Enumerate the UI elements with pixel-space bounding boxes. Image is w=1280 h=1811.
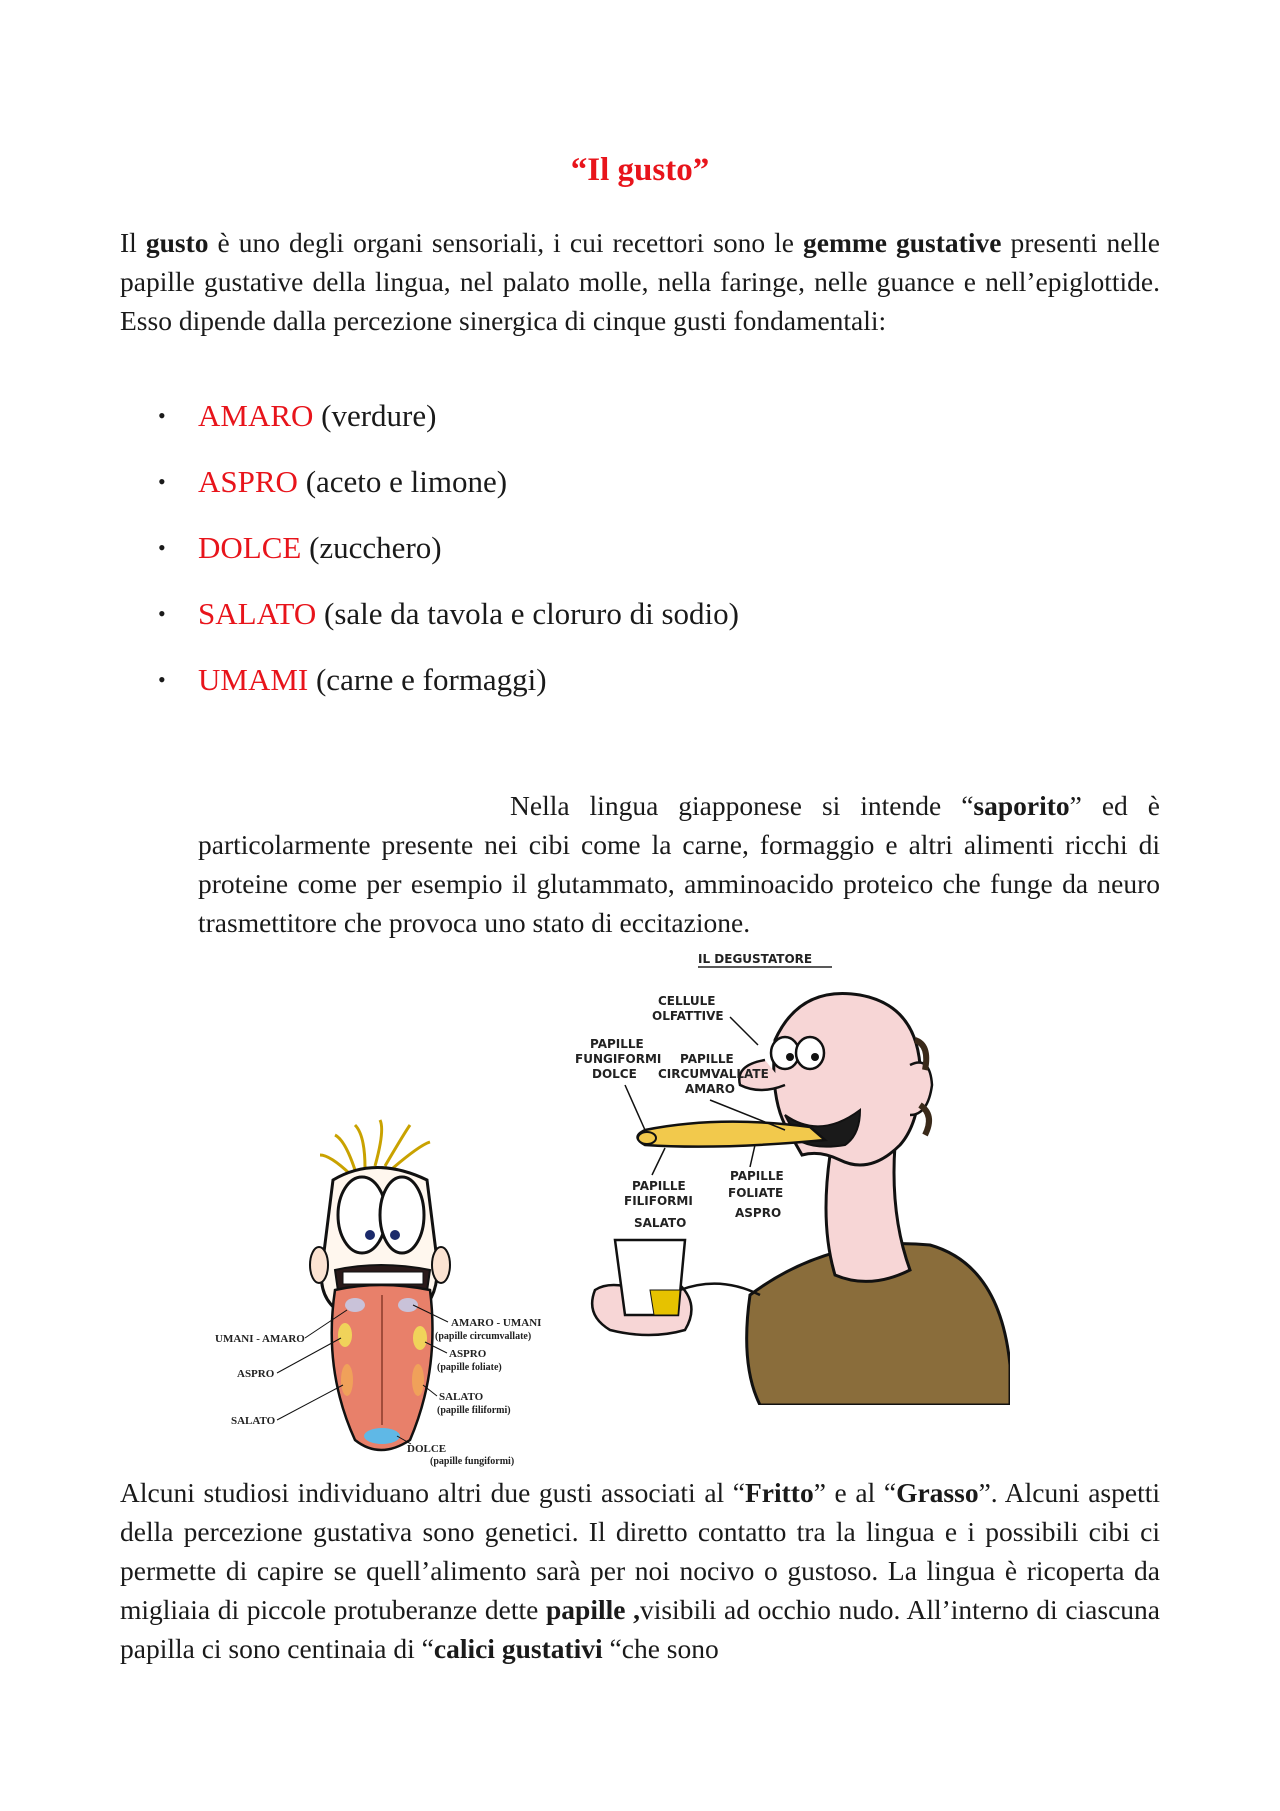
zone-sour-right (413, 1326, 427, 1350)
right-pupil (811, 1053, 819, 1061)
zone-salty-left (341, 1364, 353, 1396)
label-filiformi: FILIFORMI (624, 1194, 693, 1208)
right-pupil (390, 1230, 400, 1240)
label-cellule: CELLULE (658, 994, 716, 1008)
label-amaro-umani: AMARO - UMANI (451, 1317, 542, 1329)
zone-bitter-right (398, 1298, 418, 1312)
bullet-icon: • (158, 403, 166, 428)
label-circumvallate: (papille circumvallate) (435, 1331, 532, 1342)
right-eye (380, 1177, 424, 1253)
label-foliate: (papille foliate) (437, 1362, 502, 1373)
zone-bitter-left (345, 1298, 365, 1312)
zone-sour-left (338, 1323, 352, 1347)
umami-paragraph: Nella lingua giapponese si intende “saporito” ed è particolarmente presente nei cibi come la carne, formaggio e altri alimenti ricchi di proteine come per esempio il glutammato, amminoacido proteico che funge da neuro trasmettitore che provoca uno stato di eccitazione. (198, 790, 1160, 938)
tongue-diagram (215, 1110, 575, 1470)
arm-shape (680, 1284, 760, 1295)
glass-liquid (650, 1290, 680, 1315)
left-pupil (786, 1053, 794, 1061)
right-eye (796, 1037, 824, 1069)
list-item: • UMAMI (carne e formaggi) (120, 658, 1160, 724)
left-ear (310, 1247, 328, 1283)
label-circumvallate-papille: PAPILLE (680, 1052, 734, 1066)
taster-title: IL DEGUSTATORE (698, 952, 813, 966)
label-circumvallate: CIRCUMVALLATE (658, 1067, 769, 1081)
bullet-icon: • (158, 535, 166, 560)
label-dolce: DOLCE (407, 1443, 447, 1455)
label-filiformi-papille: PAPILLE (632, 1179, 686, 1193)
intro-paragraph: Il gusto è uno degli organi sensoriali, i cui recettori sono le gemme gustative presenti nelle papille gustative della lingua, nel palato molle, nella faringe, nelle guance e nell’epiglottide. Esso dipende dalla percezione sinergica di cinque gusti fondamentali: (120, 227, 1160, 336)
label-fungiformi-papille: PAPILLE (590, 1037, 644, 1051)
bullet-icon: • (158, 601, 166, 626)
right-ear (432, 1247, 450, 1283)
label-salato-left: SALATO (231, 1415, 276, 1427)
teeth (343, 1272, 423, 1284)
label-fungiformi-dolce: DOLCE (592, 1067, 637, 1081)
label-filiformi-salato: SALATO (634, 1216, 687, 1230)
taster-illustration (570, 945, 1010, 1405)
label-olfattive: OLFATTIVE (652, 1009, 724, 1023)
label-filiform: (papille filiformi) (437, 1405, 511, 1416)
label-fungiform: (papille fungiformi) (430, 1456, 515, 1467)
long-tongue (638, 1122, 826, 1147)
label-circumvallate-amaro: AMARO (685, 1082, 735, 1096)
left-pupil (365, 1230, 375, 1240)
label-umani-amaro: UMANI - AMARO (215, 1333, 305, 1345)
label-foliate-aspro: ASPRO (735, 1206, 782, 1220)
label-foliate-papille: PAPILLE (730, 1169, 784, 1183)
label-salato-right: SALATO (439, 1391, 484, 1403)
page-title: “Il gusto” (570, 152, 710, 188)
hair-illustration (320, 1120, 430, 1174)
list-item: • DOLCE (zucchero) (120, 526, 1160, 592)
closing-paragraph: Alcuni studiosi individuano altri due gusti associati al “Fritto” e al “Grasso”. Alcuni aspetti della percezione gustativa sono genetici. Il diretto contatto tra la lingua e i possibili cibi ci permette di capire se quell’alimento sarà per noi nocivo o gustoso. La lingua è ricoperta da migliaia di piccole protuberanze dette papille ,visibili ad occhio nudo. All’interno di ciascuna papilla ci sono centinaia di “calici gustativi “che sono (120, 1477, 1161, 1664)
zone-sweet (364, 1428, 400, 1444)
list-item: • ASPRO (aceto e limone) (120, 460, 1160, 526)
taste-list (120, 394, 1160, 724)
list-item: • SALATO (sale da tavola e cloruro di sodio) (120, 592, 1160, 658)
label-aspro-left: ASPRO (237, 1368, 275, 1380)
bullet-icon: • (158, 667, 166, 692)
label-foliate: FOLIATE (728, 1186, 784, 1200)
label-fungiformi: FUNGIFORMI (575, 1052, 662, 1066)
label-aspro-right: ASPRO (449, 1348, 487, 1360)
bullet-icon: • (158, 469, 166, 494)
list-item: • AMARO (verdure) (120, 394, 1160, 460)
tongue-tip (638, 1132, 656, 1144)
zone-salty-right (412, 1364, 424, 1396)
